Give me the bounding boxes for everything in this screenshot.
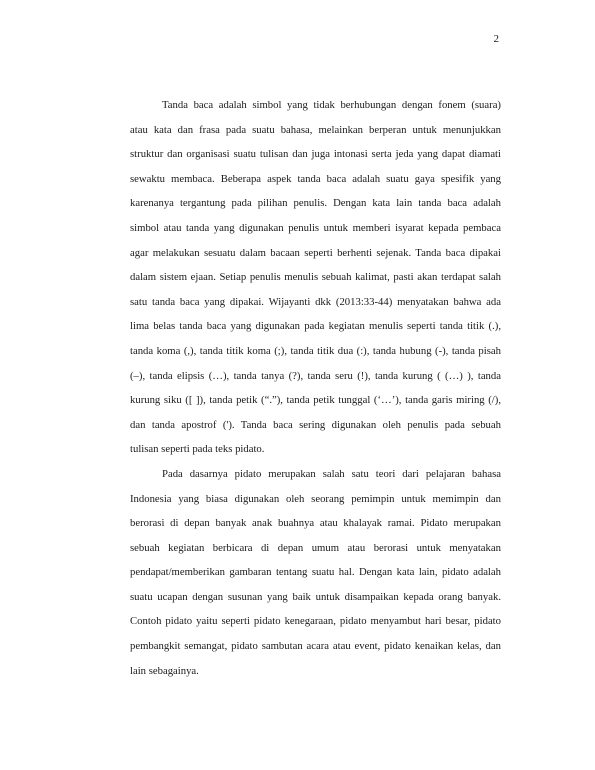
text-line: suatu ucapan dengan susunan yang baik untuk disampaikan kepada orang banyak. (130, 590, 501, 603)
text-line: pendapat/memberikan gambaran tentang suatu hal. Dengan kata lain, pidato adalah (130, 566, 501, 579)
text-line: (–), tanda elipsis (…), tanda tanya (?), tanda seru (!), tanda kurung ( (…) ), tanda (130, 369, 501, 382)
text-line: karenanya tergantung pada pilihan penulis. Dengan kata lain tanda baca adalah (130, 197, 501, 210)
text-line: sebuah kegiatan berbicara di depan umum atau berorasi untuk menyatakan (130, 541, 501, 554)
text-line: struktur dan organisasi suatu tulisan dan juga intonasi serta jeda yang dapat diamati (130, 148, 501, 161)
text-line: agar melakukan sesuatu dalam bacaan seperti berhenti sejenak. Tanda baca dipakai (130, 246, 501, 259)
text-line: dan tanda apostrof ('). Tanda baca sering digunakan oleh penulis pada sebuah (130, 418, 501, 431)
text-line: kurung siku ([ ]), tanda petik (“.”), tanda petik tunggal (‘…’), tanda garis miring (/), (130, 394, 501, 407)
body-text (130, 99, 501, 689)
text-line: tulisan seperti pada teks pidato. (130, 443, 265, 456)
text-line: berorasi di depan banyak anak buahnya atau khalayak ramai. Pidato merupakan (130, 517, 501, 530)
paragraph-punctuation (130, 99, 501, 468)
text-line: Tanda baca adalah simbol yang tidak berhubungan dengan fonem (suara) (162, 99, 501, 111)
text-line: lima belas tanda baca yang digunakan pada kegiatan menulis seperti tanda titik (.), (130, 320, 501, 333)
text-line: satu tanda baca yang dipakai. Wijayanti dkk (2013:33-44) menyatakan bahwa ada (130, 295, 501, 308)
text-line: atau kata dan frasa pada suatu bahasa, melainkan berperan untuk menunjukkan (130, 123, 501, 136)
paragraph-pidato (130, 468, 501, 689)
text-line: dalam sistem ejaan. Setiap penulis menulis sebuah kalimat, pasti akan terdapat salah (130, 271, 501, 284)
page-number: 2 (493, 33, 499, 45)
text-line: Indonesia yang biasa digunakan oleh seorang pemimpin untuk memimpin dan (130, 492, 501, 505)
text-line: lain sebagainya. (130, 664, 199, 677)
text-line: simbol atau tanda yang digunakan penulis untuk memberi isyarat kepada pembaca (130, 221, 501, 234)
text-line: sewaktu membaca. Beberapa aspek tanda baca adalah suatu gaya spesifik yang (130, 172, 501, 185)
text-line: Pada dasarnya pidato merupakan salah satu teori dari pelajaran bahasa (162, 467, 501, 480)
text-line: pembangkit semangat, pidato sambutan acara atau event, pidato kenaikan kelas, dan (130, 640, 501, 653)
text-line: Contoh pidato yaitu seperti pidato kenegaraan, pidato menyambut hari besar, pidato (130, 615, 501, 628)
text-line: tanda koma (,), tanda titik koma (;), tanda titik dua (:), tanda hubung (-), tanda pisah (130, 344, 501, 357)
